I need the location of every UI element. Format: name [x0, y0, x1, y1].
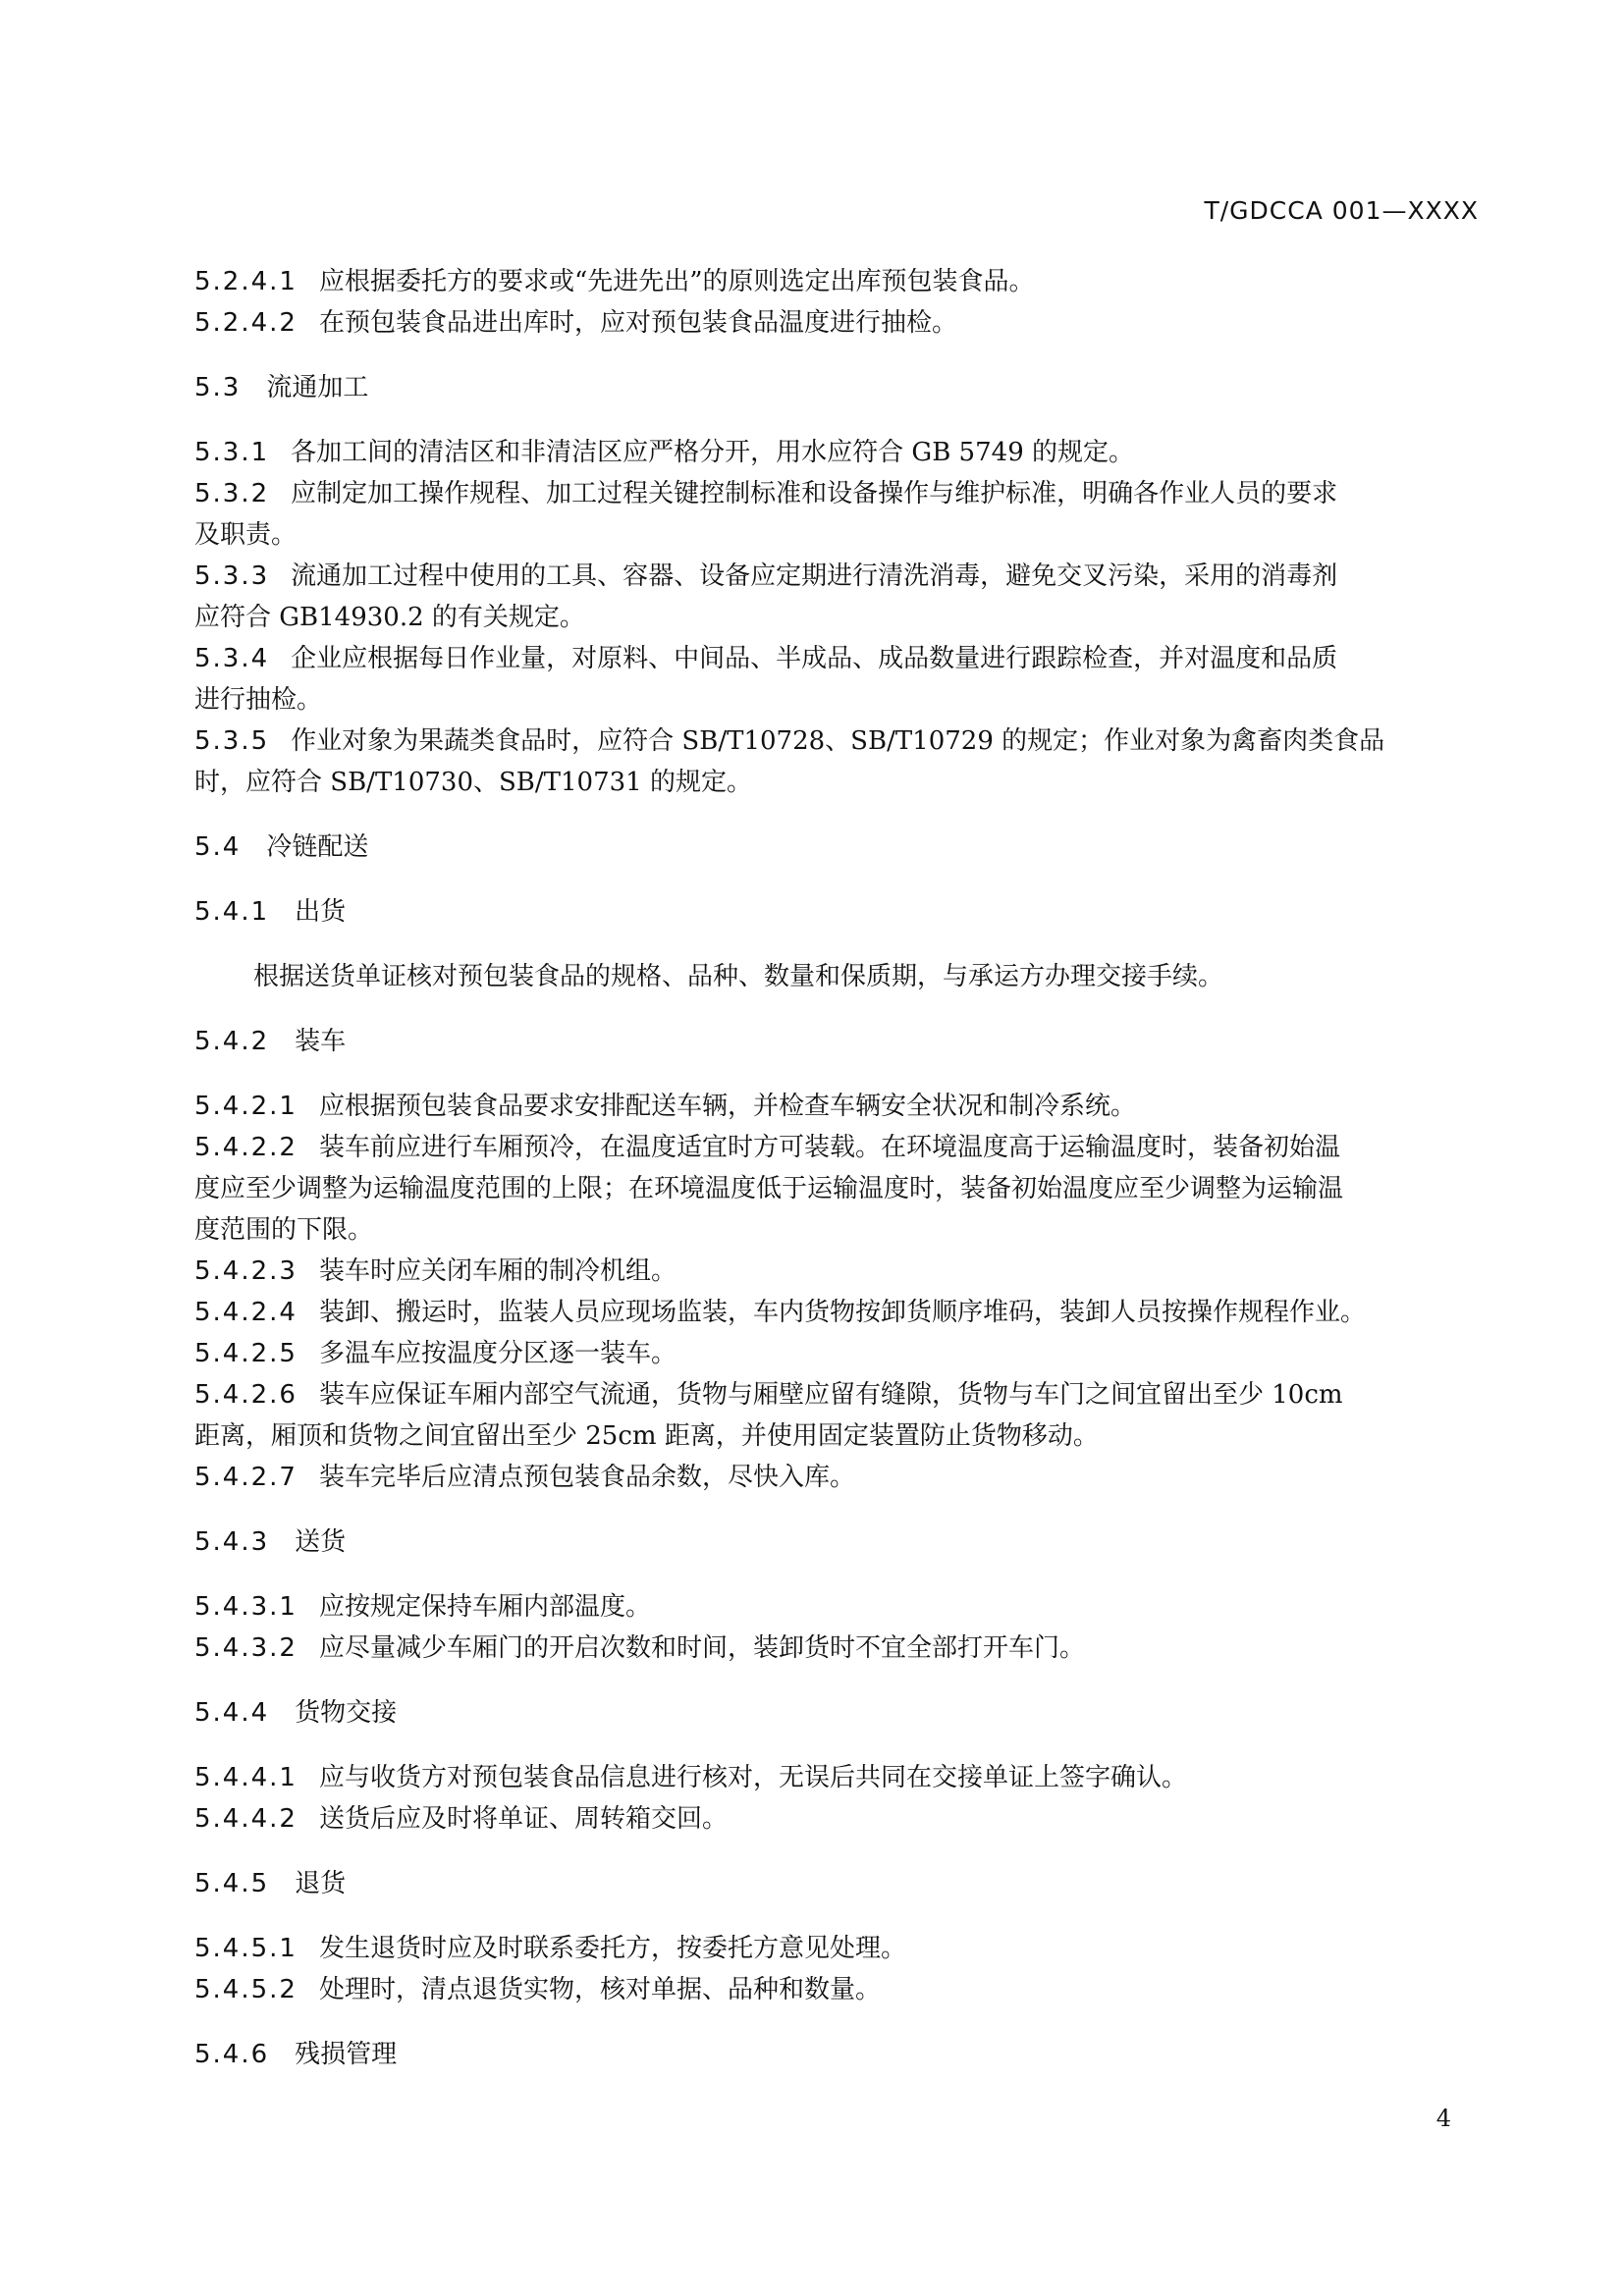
- clause-text: 应根据委托方的要求或“先进先出”的原则选定出库预包装食品。: [318, 267, 1035, 296]
- clause-number: 5.4.2.3: [194, 1256, 298, 1286]
- clause-text: 应尽量减少车厢门的开启次数和时间，装卸货时不宜全部打开车门。: [318, 1633, 1085, 1663]
- clause: [194, 721, 1481, 762]
- section-heading: [194, 827, 1481, 868]
- section-number: 5.4: [194, 832, 242, 862]
- clause: [194, 1928, 1481, 1969]
- standard-code: T/GDCCA 001—XXXX: [1204, 196, 1479, 225]
- clause: [194, 1457, 1481, 1498]
- section-title: 流通加工: [266, 373, 369, 402]
- clause: [194, 556, 1481, 597]
- clause-text: 处理时，清点退货实物，核对单据、品种和数量。: [318, 1975, 881, 2004]
- clause-text: 应按规定保持车厢内部温度。: [318, 1592, 651, 1622]
- clause-continuation: 度范围的下限。: [194, 1215, 374, 1245]
- clause-text: 企业应根据每日作业量，对原料、中间品、半成品、成品数量进行跟踪检查，并对温度和品质: [291, 644, 1338, 673]
- section-heading: [194, 1021, 1481, 1062]
- clause: [194, 473, 1481, 514]
- clause-number: 5.4.3.1: [194, 1592, 298, 1622]
- section-title: 货物交接: [295, 1698, 398, 1728]
- section-number: 5.4.4: [194, 1698, 270, 1728]
- section-heading: [194, 1522, 1481, 1563]
- clause: [194, 638, 1481, 679]
- clause-text: 各加工间的清洁区和非清洁区应严格分开，用水应符合 GB 5749 的规定。: [291, 438, 1134, 467]
- section-heading: [194, 1692, 1481, 1734]
- clause-text: 作业对象为果蔬类食品时，应符合 SB/T10728、SB/T10729 的规定；作业对象为禽畜肉类食品: [291, 726, 1385, 756]
- clause: [194, 1969, 1481, 2010]
- clause-text: 流通加工过程中使用的工具、容器、设备应定期进行清洗消毒，避免交叉污染，采用的消毒剂: [291, 561, 1338, 591]
- section-number: 5.3: [194, 373, 242, 402]
- clause-text: 装车时应关闭车厢的制冷机组。: [318, 1256, 677, 1286]
- section-title: 出货: [295, 897, 347, 927]
- clause-number: 5.2.4.1: [194, 267, 298, 296]
- clause: [194, 1127, 1481, 1168]
- clause-text: 应根据预包装食品要求安排配送车辆，并检查车辆安全状况和制冷系统。: [318, 1092, 1136, 1121]
- clause-text: 多温车应按温度分区逐一装车。: [318, 1339, 677, 1368]
- section-number: 5.4.5: [194, 1869, 270, 1898]
- section-title: 退货: [295, 1869, 347, 1898]
- section-title: 残损管理: [295, 2040, 398, 2069]
- clause-continuation: 时，应符合 SB/T10730、SB/T10731 的规定。: [194, 768, 752, 797]
- section-number: 5.4.3: [194, 1527, 270, 1557]
- clause-number: 5.4.2.2: [194, 1133, 298, 1162]
- document-body: [194, 261, 1481, 2099]
- clause: [194, 1333, 1481, 1374]
- clause-text: 送货后应及时将单证、周转箱交回。: [318, 1804, 728, 1834]
- paragraph: 根据送货单证核对预包装食品的规格、品种、数量和保质期，与承运方办理交接手续。: [253, 962, 1224, 991]
- clause-continuation: 进行抽检。: [194, 685, 323, 715]
- clause: [194, 1628, 1481, 1669]
- clause: [194, 432, 1481, 473]
- clause-text: 发生退货时应及时联系委托方，按委托方意见处理。: [318, 1934, 906, 1963]
- clause-number: 5.2.4.2: [194, 308, 298, 338]
- clause-number: 5.4.2.7: [194, 1463, 298, 1492]
- clause-text: 应制定加工操作规程、加工过程关键控制标准和设备操作与维护标准，明确各作业人员的要求: [291, 479, 1338, 508]
- clause-number: 5.3.1: [194, 438, 270, 467]
- section-number: 5.4.1: [194, 897, 270, 927]
- section-heading: [194, 367, 1481, 408]
- clause-number: 5.3.2: [194, 479, 270, 508]
- clause-text: 装卸、搬运时，监装人员应现场监装，车内货物按卸货顺序堆码，装卸人员按操作规程作业。: [318, 1298, 1366, 1327]
- page-number: 4: [1435, 2105, 1451, 2132]
- clause-number: 5.4.4.2: [194, 1804, 298, 1834]
- clause: [194, 1798, 1481, 1840]
- clause-number: 5.4.5.2: [194, 1975, 298, 2004]
- clause: [194, 1292, 1481, 1333]
- clause-text: 装车完毕后应清点预包装食品余数，尽快入库。: [318, 1463, 855, 1492]
- clause-continuation: 应符合 GB14930.2 的有关规定。: [194, 603, 585, 632]
- clause-continuation: 及职责。: [194, 520, 298, 550]
- clause: [194, 261, 1481, 302]
- section-number: 5.4.6: [194, 2040, 270, 2069]
- clause: [194, 1251, 1481, 1292]
- clause-number: 5.4.2.5: [194, 1339, 298, 1368]
- clause-text: 装车应保证车厢内部空气流通，货物与厢壁应留有缝隙，货物与车门之间宜留出至少 10cm: [318, 1380, 1343, 1410]
- section-heading: [194, 891, 1481, 933]
- clause-number: 5.4.3.2: [194, 1633, 298, 1663]
- section-number: 5.4.2: [194, 1027, 270, 1056]
- clause-text: 装车前应进行车厢预冷，在温度适宜时方可装载。在环境温度高于运输温度时，装备初始温: [318, 1133, 1340, 1162]
- clause-continuation: 距离，厢顶和货物之间宜留出至少 25cm 距离，并使用固定装置防止货物移动。: [194, 1421, 1099, 1451]
- clause: [194, 1757, 1481, 1798]
- clause-number: 5.3.4: [194, 644, 270, 673]
- clause-number: 5.4.2.1: [194, 1092, 298, 1121]
- section-title: 送货: [295, 1527, 347, 1557]
- clause-number: 5.4.2.6: [194, 1380, 298, 1410]
- clause-number: 5.3.3: [194, 561, 270, 591]
- clause-number: 5.4.2.4: [194, 1298, 298, 1327]
- clause-continuation: 度应至少调整为运输温度范围的上限；在环境温度低于运输温度时，装备初始温度应至少调整为运输温: [194, 1174, 1344, 1203]
- clause-number: 5.4.5.1: [194, 1934, 298, 1963]
- clause-number: 5.3.5: [194, 726, 270, 756]
- section-heading: [194, 2034, 1481, 2075]
- clause: [194, 1374, 1481, 1415]
- section-title: 冷链配送: [266, 832, 369, 862]
- clause: [194, 1086, 1481, 1127]
- clause: [194, 302, 1481, 344]
- section-title: 装车: [295, 1027, 347, 1056]
- clause-text: 在预包装食品进出库时，应对预包装食品温度进行抽检。: [318, 308, 957, 338]
- clause-text: 应与收货方对预包装食品信息进行核对，无误后共同在交接单证上签字确认。: [318, 1763, 1187, 1792]
- section-heading: [194, 1863, 1481, 1904]
- clause-number: 5.4.4.1: [194, 1763, 298, 1792]
- clause: [194, 1586, 1481, 1628]
